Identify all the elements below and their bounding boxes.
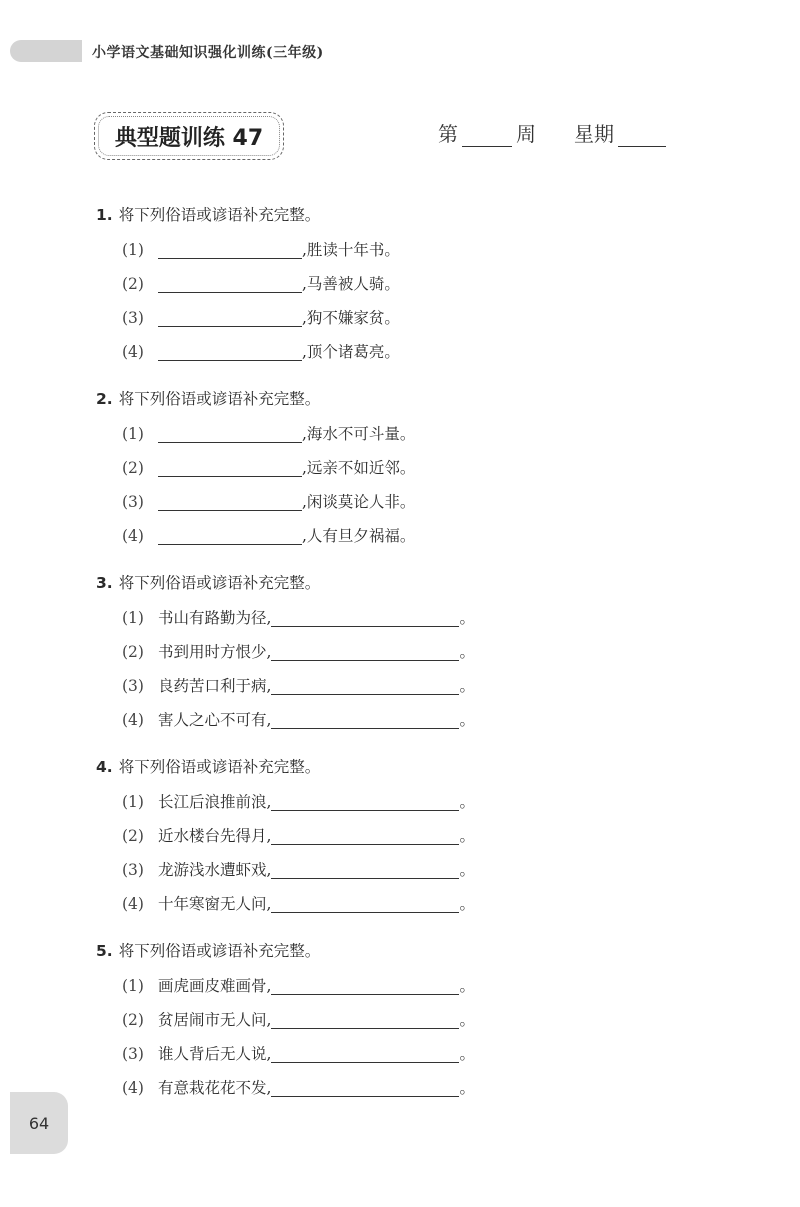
list-item <box>96 1003 736 1037</box>
question-2 <box>96 387 736 553</box>
list-item <box>96 703 736 737</box>
item-label: (4) <box>122 343 144 361</box>
question-5 <box>96 939 736 1105</box>
list-item <box>96 819 736 853</box>
answer-blank[interactable] <box>271 1079 459 1097</box>
list-item <box>96 301 736 335</box>
answer-blank[interactable] <box>271 861 459 879</box>
week-day-field <box>438 118 666 147</box>
item-label: (3) <box>122 677 144 695</box>
answer-blank[interactable] <box>158 343 302 361</box>
item-label: (3) <box>122 309 144 327</box>
item-text: 谁人背后无人说, <box>158 1045 272 1063</box>
question-number: 3. <box>96 574 113 592</box>
question-3 <box>96 571 736 737</box>
item-text: ,顶个诸葛亮。 <box>302 343 400 361</box>
question-prompt: 将下列俗语或谚语补充完整。 <box>118 574 321 592</box>
item-label: (4) <box>122 1079 144 1097</box>
list-item <box>96 635 736 669</box>
list-item <box>96 853 736 887</box>
question-list <box>96 203 736 1123</box>
list-item <box>96 451 736 485</box>
item-label: (3) <box>122 493 144 511</box>
exercise-title: 典型题训练 47 <box>114 125 264 151</box>
list-item <box>96 785 736 819</box>
item-end: 。 <box>459 895 475 913</box>
list-item <box>96 887 736 921</box>
item-text: 十年寒窗无人问, <box>158 895 272 913</box>
item-text: 害人之心不可有, <box>158 711 272 729</box>
item-text: ,人有旦夕祸福。 <box>302 527 416 545</box>
item-end: 。 <box>459 1079 475 1097</box>
item-label: (4) <box>122 711 144 729</box>
question-1 <box>96 203 736 369</box>
item-end: 。 <box>459 827 475 845</box>
exercise-title-box <box>94 112 284 160</box>
weekday-blank[interactable] <box>618 125 666 147</box>
item-label: (3) <box>122 861 144 879</box>
list-item <box>96 1037 736 1071</box>
item-label: (1) <box>122 793 144 811</box>
item-end: 。 <box>459 977 475 995</box>
item-end: 。 <box>459 1011 475 1029</box>
item-end: 。 <box>459 1045 475 1063</box>
answer-blank[interactable] <box>158 309 302 327</box>
item-label: (4) <box>122 895 144 913</box>
item-label: (2) <box>122 643 144 661</box>
item-text: 书到用时方恨少, <box>158 643 272 661</box>
item-label: (2) <box>122 275 144 293</box>
answer-blank[interactable] <box>158 493 302 511</box>
answer-blank[interactable] <box>158 241 302 259</box>
item-text: 良药苦口利于病, <box>158 677 272 695</box>
item-label: (1) <box>122 241 144 259</box>
item-text: ,闲谈莫论人非。 <box>302 493 416 511</box>
question-number: 4. <box>96 758 113 776</box>
item-end: 。 <box>459 677 475 695</box>
header-tab-decoration <box>10 40 82 62</box>
list-item <box>96 335 736 369</box>
item-text: ,海水不可斗量。 <box>302 425 416 443</box>
item-label: (4) <box>122 527 144 545</box>
answer-blank[interactable] <box>271 793 459 811</box>
item-text: 贫居闹市无人问, <box>158 1011 272 1029</box>
question-number: 1. <box>96 206 113 224</box>
list-item <box>96 417 736 451</box>
item-end: 。 <box>459 793 475 811</box>
answer-blank[interactable] <box>271 1045 459 1063</box>
item-text: 长江后浪推前浪, <box>158 793 272 811</box>
item-label: (2) <box>122 827 144 845</box>
question-prompt: 将下列俗语或谚语补充完整。 <box>118 390 321 408</box>
item-label: (1) <box>122 977 144 995</box>
answer-blank[interactable] <box>271 677 459 695</box>
week-label-di: 第 <box>438 122 458 146</box>
item-end: 。 <box>459 643 475 661</box>
page-number: 64 <box>10 1092 68 1154</box>
list-item <box>96 485 736 519</box>
book-title: 小学语文基础知识强化训练(三年级) <box>92 45 324 61</box>
item-text: ,胜读十年书。 <box>302 241 400 259</box>
answer-blank[interactable] <box>271 643 459 661</box>
answer-blank[interactable] <box>158 425 302 443</box>
list-item <box>96 267 736 301</box>
list-item <box>96 969 736 1003</box>
week-number-blank[interactable] <box>462 125 512 147</box>
answer-blank[interactable] <box>271 711 459 729</box>
question-4 <box>96 755 736 921</box>
item-label: (2) <box>122 1011 144 1029</box>
question-prompt: 将下列俗语或谚语补充完整。 <box>118 758 321 776</box>
answer-blank[interactable] <box>271 895 459 913</box>
list-item <box>96 1071 736 1105</box>
answer-blank[interactable] <box>271 827 459 845</box>
question-number: 5. <box>96 942 113 960</box>
item-text: 龙游浅水遭虾戏, <box>158 861 272 879</box>
item-text: ,狗不嫌家贫。 <box>302 309 400 327</box>
item-label: (2) <box>122 459 144 477</box>
item-end: 。 <box>459 861 475 879</box>
question-number: 2. <box>96 390 113 408</box>
item-label: (3) <box>122 1045 144 1063</box>
item-text: 近水楼台先得月, <box>158 827 272 845</box>
list-item <box>96 519 736 553</box>
item-end: 。 <box>459 711 475 729</box>
question-prompt: 将下列俗语或谚语补充完整。 <box>118 206 321 224</box>
answer-blank[interactable] <box>271 609 459 627</box>
weekday-label: 星期 <box>574 122 614 146</box>
week-label-zhou: 周 <box>516 122 536 146</box>
item-text: 书山有路勤为径, <box>158 609 272 627</box>
item-end: 。 <box>459 609 475 627</box>
item-text: ,马善被人骑。 <box>302 275 400 293</box>
answer-blank[interactable] <box>271 977 459 995</box>
item-label: (1) <box>122 609 144 627</box>
answer-blank[interactable] <box>158 275 302 293</box>
list-item <box>96 601 736 635</box>
answer-blank[interactable] <box>271 1011 459 1029</box>
item-text: 有意栽花花不发, <box>158 1079 272 1097</box>
item-label: (1) <box>122 425 144 443</box>
answer-blank[interactable] <box>158 459 302 477</box>
list-item <box>96 233 736 267</box>
answer-blank[interactable] <box>158 527 302 545</box>
question-prompt: 将下列俗语或谚语补充完整。 <box>118 942 321 960</box>
list-item <box>96 669 736 703</box>
item-text: 画虎画皮难画骨, <box>158 977 272 995</box>
item-text: ,远亲不如近邻。 <box>302 459 416 477</box>
